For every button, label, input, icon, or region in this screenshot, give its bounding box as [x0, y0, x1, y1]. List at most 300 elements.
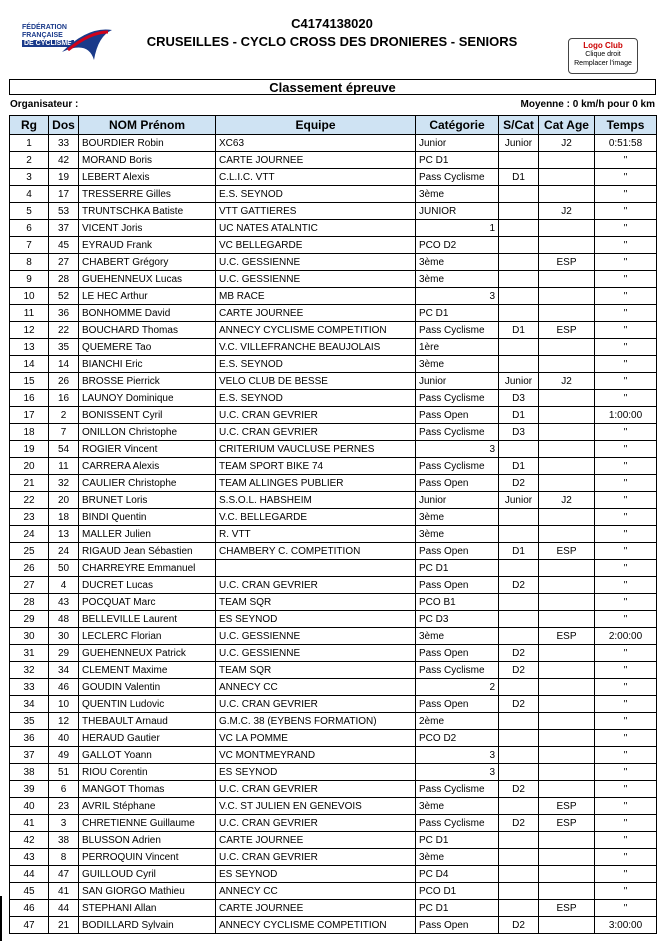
table-row — [10, 356, 657, 373]
cell-nom: MANGOT Thomas — [79, 781, 216, 798]
cell-rg: 38 — [10, 764, 49, 781]
cell-equipe: VC MONTMEYRAND — [216, 747, 416, 764]
cell-dos: 52 — [49, 288, 79, 305]
cell-catage — [539, 866, 595, 883]
cell-rg: 45 — [10, 883, 49, 900]
cell-rg: 12 — [10, 322, 49, 339]
cell-temps: " — [595, 543, 657, 560]
cell-scat — [499, 798, 539, 815]
results-table — [9, 115, 657, 934]
cell-nom: GOUDIN Valentin — [79, 679, 216, 696]
col-equipe: Equipe — [216, 116, 416, 135]
cell-categorie: PCO B1 — [416, 594, 499, 611]
cell-dos: 21 — [49, 917, 79, 934]
cell-categorie: PC D1 — [416, 900, 499, 917]
cell-categorie: Pass Open — [416, 696, 499, 713]
cell-categorie: Junior — [416, 135, 499, 152]
cell-equipe: C.L.I.C. VTT — [216, 169, 416, 186]
cell-nom: QUEMERE Tao — [79, 339, 216, 356]
cell-categorie: 3ème — [416, 798, 499, 815]
cell-nom: LECLERC Florian — [79, 628, 216, 645]
cell-rg: 44 — [10, 866, 49, 883]
cell-temps: " — [595, 866, 657, 883]
cell-scat — [499, 526, 539, 543]
cell-equipe: ANNECY CC — [216, 679, 416, 696]
cell-scat: Junior — [499, 135, 539, 152]
col-scat: S/Cat — [499, 116, 539, 135]
col-categorie: Catégorie — [416, 116, 499, 135]
cell-nom: THEBAULT Arnaud — [79, 713, 216, 730]
cell-catage — [539, 781, 595, 798]
cell-equipe: U.C. GESSIENNE — [216, 628, 416, 645]
cell-catage — [539, 458, 595, 475]
table-row — [10, 458, 657, 475]
cell-catage — [539, 849, 595, 866]
cell-equipe: CRITERIUM VAUCLUSE PERNES — [216, 441, 416, 458]
cell-categorie: Pass Cyclisme — [416, 781, 499, 798]
cell-equipe: ANNECY CYCLISME COMPETITION — [216, 322, 416, 339]
cell-catage: J2 — [539, 373, 595, 390]
cell-nom: CARRERA Alexis — [79, 458, 216, 475]
cell-temps: " — [595, 390, 657, 407]
col-temps: Temps — [595, 116, 657, 135]
cell-categorie: 1 — [416, 220, 499, 237]
cell-rg: 13 — [10, 339, 49, 356]
table-row — [10, 390, 657, 407]
cell-dos: 2 — [49, 407, 79, 424]
cell-catage — [539, 186, 595, 203]
cell-categorie: Pass Cyclisme — [416, 424, 499, 441]
cell-catage — [539, 526, 595, 543]
cell-nom: CLEMENT Maxime — [79, 662, 216, 679]
cell-categorie: Pass Open — [416, 577, 499, 594]
cell-equipe: VC BELLEGARDE — [216, 237, 416, 254]
cell-scat — [499, 152, 539, 169]
table-row — [10, 764, 657, 781]
table-row — [10, 798, 657, 815]
cell-catage: ESP — [539, 815, 595, 832]
cell-scat: D1 — [499, 322, 539, 339]
cell-scat — [499, 305, 539, 322]
table-row — [10, 696, 657, 713]
cell-equipe: VELO CLUB DE BESSE — [216, 373, 416, 390]
cell-catage — [539, 475, 595, 492]
cell-temps: " — [595, 713, 657, 730]
cell-dos: 23 — [49, 798, 79, 815]
cell-equipe: S.S.O.L. HABSHEIM — [216, 492, 416, 509]
cell-rg: 28 — [10, 594, 49, 611]
table-row — [10, 730, 657, 747]
cell-categorie: 3 — [416, 764, 499, 781]
cell-temps: " — [595, 169, 657, 186]
table-row — [10, 152, 657, 169]
cell-categorie: Pass Cyclisme — [416, 169, 499, 186]
cell-categorie: 1ère — [416, 339, 499, 356]
cell-rg: 24 — [10, 526, 49, 543]
cell-temps: " — [595, 458, 657, 475]
cell-temps: " — [595, 900, 657, 917]
cell-dos: 13 — [49, 526, 79, 543]
cell-nom: TRUNTSCHKA Batiste — [79, 203, 216, 220]
cell-temps: 0:51:58 — [595, 135, 657, 152]
cell-catage — [539, 832, 595, 849]
table-header-row — [10, 116, 657, 135]
cell-equipe: CARTE JOURNEE — [216, 305, 416, 322]
cell-dos: 4 — [49, 577, 79, 594]
table-row — [10, 645, 657, 662]
cell-rg: 39 — [10, 781, 49, 798]
cell-nom: GUILLOUD Cyril — [79, 866, 216, 883]
cell-scat: Junior — [499, 373, 539, 390]
cell-categorie: PC D4 — [416, 866, 499, 883]
table-row — [10, 900, 657, 917]
cell-rg: 4 — [10, 186, 49, 203]
cell-catage — [539, 169, 595, 186]
cell-temps: " — [595, 832, 657, 849]
cell-catage — [539, 509, 595, 526]
cell-catage — [539, 611, 595, 628]
cell-temps: " — [595, 526, 657, 543]
cell-scat — [499, 509, 539, 526]
cell-scat — [499, 611, 539, 628]
cell-equipe: XC63 — [216, 135, 416, 152]
table-row — [10, 577, 657, 594]
cell-dos: 7 — [49, 424, 79, 441]
col-nom: NOM Prénom — [79, 116, 216, 135]
cell-scat — [499, 866, 539, 883]
cell-nom: LEBERT Alexis — [79, 169, 216, 186]
cell-dos: 24 — [49, 543, 79, 560]
cell-temps: " — [595, 883, 657, 900]
cell-equipe: R. VTT — [216, 526, 416, 543]
cell-equipe: U.C. GESSIENNE — [216, 254, 416, 271]
cell-dos: 54 — [49, 441, 79, 458]
cell-dos: 10 — [49, 696, 79, 713]
cell-catage — [539, 390, 595, 407]
cell-nom: BODILLARD Sylvain — [79, 917, 216, 934]
cell-temps: " — [595, 679, 657, 696]
cell-catage — [539, 441, 595, 458]
cell-nom: BOURDIER Robin — [79, 135, 216, 152]
cell-rg: 17 — [10, 407, 49, 424]
cell-equipe: E.S. SEYNOD — [216, 390, 416, 407]
cell-dos: 12 — [49, 713, 79, 730]
cell-nom: HERAUD Gautier — [79, 730, 216, 747]
cell-temps: 1:00:00 — [595, 407, 657, 424]
cell-nom: BLUSSON Adrien — [79, 832, 216, 849]
cell-scat — [499, 747, 539, 764]
cell-equipe: CHAMBERY C. COMPETITION — [216, 543, 416, 560]
cell-nom: QUENTIN Ludovic — [79, 696, 216, 713]
cell-rg: 30 — [10, 628, 49, 645]
cell-dos: 30 — [49, 628, 79, 645]
table-row — [10, 169, 657, 186]
cell-categorie: 3 — [416, 747, 499, 764]
cell-catage — [539, 305, 595, 322]
cell-nom: MALLER Julien — [79, 526, 216, 543]
cell-scat — [499, 679, 539, 696]
cell-categorie: 3ème — [416, 849, 499, 866]
cell-rg: 21 — [10, 475, 49, 492]
cell-catage — [539, 356, 595, 373]
cell-scat — [499, 849, 539, 866]
cell-rg: 23 — [10, 509, 49, 526]
cell-scat — [499, 237, 539, 254]
cell-dos: 28 — [49, 271, 79, 288]
organisateur-label: Organisateur : — [10, 99, 79, 110]
cell-equipe: CARTE JOURNEE — [216, 900, 416, 917]
cell-categorie: 3ème — [416, 271, 499, 288]
cell-catage: J2 — [539, 492, 595, 509]
cell-equipe: V.C. ST JULIEN EN GENEVOIS — [216, 798, 416, 815]
cell-scat: D2 — [499, 577, 539, 594]
cell-equipe: MB RACE — [216, 288, 416, 305]
cell-nom: MORAND Boris — [79, 152, 216, 169]
cell-temps: 3:00:00 — [595, 917, 657, 934]
cell-equipe: CARTE JOURNEE — [216, 832, 416, 849]
logo-club-line2: Remplacer l'image — [574, 60, 632, 67]
cell-categorie: 3ème — [416, 628, 499, 645]
cell-temps: " — [595, 373, 657, 390]
cell-categorie: 3 — [416, 441, 499, 458]
cell-rg: 27 — [10, 577, 49, 594]
table-row — [10, 594, 657, 611]
cell-scat: Junior — [499, 492, 539, 509]
cell-rg: 34 — [10, 696, 49, 713]
table-row — [10, 441, 657, 458]
cell-catage — [539, 713, 595, 730]
cell-dos: 42 — [49, 152, 79, 169]
cell-rg: 18 — [10, 424, 49, 441]
cell-equipe: V.C. VILLEFRANCHE BEAUJOLAIS — [216, 339, 416, 356]
cell-categorie: JUNIOR — [416, 203, 499, 220]
cell-catage — [539, 679, 595, 696]
cell-equipe: ES SEYNOD — [216, 611, 416, 628]
cell-categorie: Pass Cyclisme — [416, 390, 499, 407]
cell-dos: 37 — [49, 220, 79, 237]
cell-categorie: PC D1 — [416, 832, 499, 849]
table-row — [10, 611, 657, 628]
cell-catage — [539, 917, 595, 934]
cell-equipe: U.C. CRAN GEVRIER — [216, 696, 416, 713]
cell-nom: GUEHENNEUX Lucas — [79, 271, 216, 288]
table-row — [10, 203, 657, 220]
cell-rg: 1 — [10, 135, 49, 152]
cell-catage — [539, 560, 595, 577]
cell-temps: " — [595, 203, 657, 220]
cell-equipe: ES SEYNOD — [216, 866, 416, 883]
table-row — [10, 883, 657, 900]
cell-scat: D3 — [499, 390, 539, 407]
col-dos: Dos — [49, 116, 79, 135]
cell-nom: BINDI Quentin — [79, 509, 216, 526]
table-row — [10, 339, 657, 356]
cell-temps: " — [595, 594, 657, 611]
table-row — [10, 628, 657, 645]
cell-equipe: UC NATES ATALNTIC — [216, 220, 416, 237]
cell-equipe: VTT GATTIERES — [216, 203, 416, 220]
cell-dos: 51 — [49, 764, 79, 781]
cell-rg: 3 — [10, 169, 49, 186]
cell-dos: 16 — [49, 390, 79, 407]
cell-catage — [539, 152, 595, 169]
cell-nom: BOUCHARD Thomas — [79, 322, 216, 339]
cell-rg: 35 — [10, 713, 49, 730]
table-row — [10, 288, 657, 305]
cell-categorie: 3ème — [416, 356, 499, 373]
cell-rg: 15 — [10, 373, 49, 390]
table-row — [10, 424, 657, 441]
cell-temps: " — [595, 220, 657, 237]
cell-scat: D2 — [499, 696, 539, 713]
cell-scat: D1 — [499, 543, 539, 560]
cell-categorie: Junior — [416, 492, 499, 509]
cell-catage: ESP — [539, 900, 595, 917]
cell-nom: ROGIER Vincent — [79, 441, 216, 458]
cell-dos: 38 — [49, 832, 79, 849]
cell-nom: RIGAUD Jean Sébastien — [79, 543, 216, 560]
cell-equipe: U.C. CRAN GEVRIER — [216, 781, 416, 798]
col-catage: Cat Age — [539, 116, 595, 135]
cell-dos: 27 — [49, 254, 79, 271]
cell-nom: STEPHANI Allan — [79, 900, 216, 917]
cell-catage: ESP — [539, 628, 595, 645]
table-row — [10, 186, 657, 203]
cell-equipe: U.C. CRAN GEVRIER — [216, 407, 416, 424]
cell-nom: BONISSENT Cyril — [79, 407, 216, 424]
cell-equipe: U.C. CRAN GEVRIER — [216, 424, 416, 441]
cell-temps: " — [595, 849, 657, 866]
cell-equipe: U.C. CRAN GEVRIER — [216, 849, 416, 866]
table-row — [10, 526, 657, 543]
cell-catage: ESP — [539, 322, 595, 339]
cell-catage: J2 — [539, 135, 595, 152]
cell-equipe: E.S. SEYNOD — [216, 356, 416, 373]
cell-rg: 9 — [10, 271, 49, 288]
cell-scat — [499, 883, 539, 900]
cell-scat: D2 — [499, 475, 539, 492]
cell-temps: " — [595, 815, 657, 832]
cell-catage — [539, 271, 595, 288]
cell-scat: D2 — [499, 645, 539, 662]
cell-dos: 17 — [49, 186, 79, 203]
cell-catage: ESP — [539, 543, 595, 560]
cell-categorie: PCO D2 — [416, 237, 499, 254]
table-row — [10, 713, 657, 730]
cell-temps: " — [595, 322, 657, 339]
table-row — [10, 679, 657, 696]
cell-temps: " — [595, 509, 657, 526]
cell-equipe: ANNECY CYCLISME COMPETITION — [216, 917, 416, 934]
cell-rg: 31 — [10, 645, 49, 662]
cell-categorie: PCO D2 — [416, 730, 499, 747]
cell-nom: ONILLON Christophe — [79, 424, 216, 441]
cell-catage — [539, 764, 595, 781]
cell-nom: GALLOT Yoann — [79, 747, 216, 764]
federation-logo-text: FÉDÉRATION FRANÇAISE DE CYCLISME — [22, 24, 72, 47]
cell-temps: " — [595, 577, 657, 594]
cell-scat: D3 — [499, 424, 539, 441]
cell-temps: " — [595, 662, 657, 679]
cell-categorie: 3ème — [416, 186, 499, 203]
cell-temps: " — [595, 645, 657, 662]
cell-temps: " — [595, 254, 657, 271]
cell-rg: 36 — [10, 730, 49, 747]
cell-rg: 43 — [10, 849, 49, 866]
cell-equipe: E.S. SEYNOD — [216, 186, 416, 203]
cell-nom: POCQUAT Marc — [79, 594, 216, 611]
cell-dos: 45 — [49, 237, 79, 254]
cell-nom: LE HEC Arthur — [79, 288, 216, 305]
cell-catage — [539, 288, 595, 305]
cell-categorie: Pass Open — [416, 543, 499, 560]
cell-scat — [499, 288, 539, 305]
cell-scat — [499, 900, 539, 917]
cell-categorie: PC D3 — [416, 611, 499, 628]
cell-temps: " — [595, 305, 657, 322]
cell-catage — [539, 594, 595, 611]
table-row — [10, 271, 657, 288]
cell-catage — [539, 220, 595, 237]
cell-nom: DUCRET Lucas — [79, 577, 216, 594]
cell-catage — [539, 237, 595, 254]
logo-club-title: Logo Club — [583, 41, 623, 50]
table-row — [10, 866, 657, 883]
cell-temps: " — [595, 781, 657, 798]
cell-rg: 33 — [10, 679, 49, 696]
cell-catage — [539, 730, 595, 747]
cell-temps: " — [595, 560, 657, 577]
cell-dos: 48 — [49, 611, 79, 628]
cell-rg: 25 — [10, 543, 49, 560]
cell-nom: PERROQUIN Vincent — [79, 849, 216, 866]
cell-temps: " — [595, 441, 657, 458]
cell-temps: " — [595, 288, 657, 305]
cell-dos: 18 — [49, 509, 79, 526]
cell-temps: " — [595, 271, 657, 288]
cell-nom: BROSSE Pierrick — [79, 373, 216, 390]
cell-nom: BRUNET Loris — [79, 492, 216, 509]
cell-categorie: Pass Cyclisme — [416, 458, 499, 475]
cell-categorie: Junior — [416, 373, 499, 390]
cell-scat: D1 — [499, 407, 539, 424]
cell-catage: ESP — [539, 798, 595, 815]
table-row — [10, 475, 657, 492]
cell-scat: D2 — [499, 662, 539, 679]
section-title: Classement épreuve — [9, 79, 656, 95]
cell-equipe: TEAM SQR — [216, 662, 416, 679]
cell-equipe: ANNECY CC — [216, 883, 416, 900]
table-row — [10, 492, 657, 509]
cell-scat — [499, 339, 539, 356]
cell-dos: 44 — [49, 900, 79, 917]
table-row — [10, 560, 657, 577]
cell-categorie: 3ème — [416, 254, 499, 271]
cell-catage: J2 — [539, 203, 595, 220]
cell-categorie: PCO D1 — [416, 883, 499, 900]
event-title: CRUSEILLES - CYCLO CROSS DES DRONIERES - SENIORS — [146, 34, 518, 49]
cell-categorie: 2 — [416, 679, 499, 696]
cell-temps: " — [595, 492, 657, 509]
logo-club-placeholder[interactable] — [568, 38, 638, 74]
cell-scat: D1 — [499, 458, 539, 475]
cell-scat: D1 — [499, 169, 539, 186]
table-row — [10, 849, 657, 866]
cell-dos: 43 — [49, 594, 79, 611]
cell-nom: CHRETIENNE Guillaume — [79, 815, 216, 832]
cell-scat — [499, 594, 539, 611]
cell-nom: RIOU Corentin — [79, 764, 216, 781]
